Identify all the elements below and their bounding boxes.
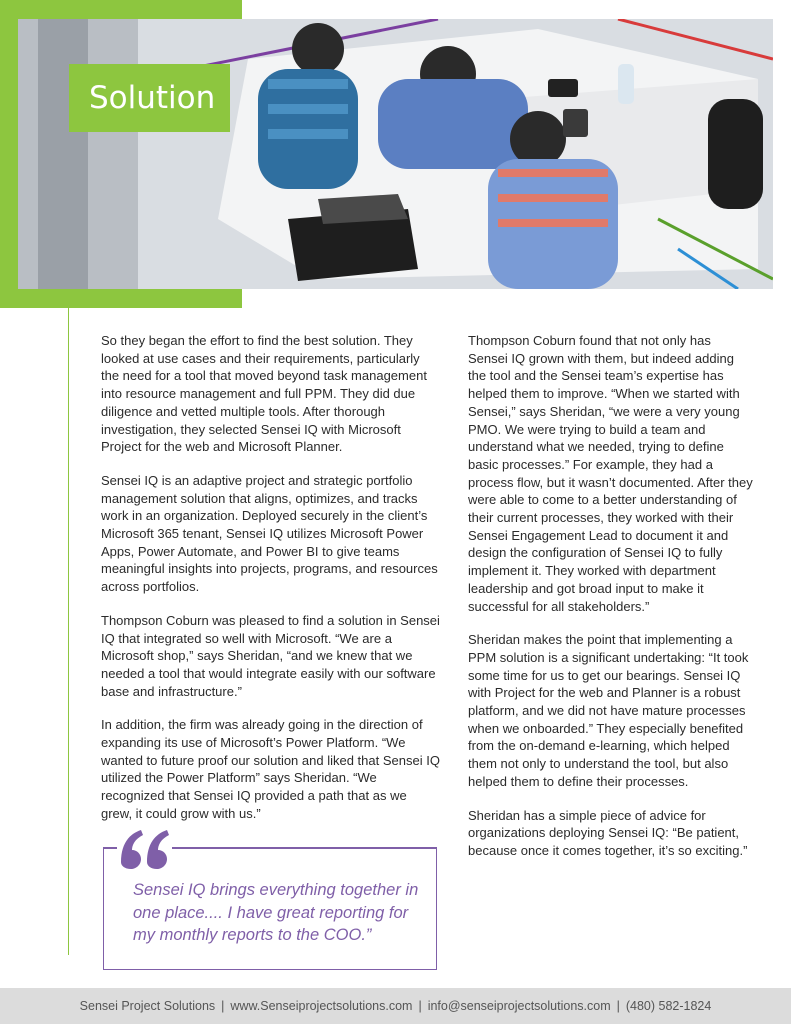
green-edge-strip xyxy=(0,0,18,308)
left-paragraph-4: In addition, the firm was already going in the direction of expanding its use of Microsoft’s Power Platform. “We wanted to future proof our solution and liked that Sensei IQ utilized the Power Platform” says Sheridan. “We recognized that Sensei IQ provided a path that as we grew, it could grow with us.” xyxy=(101,717,440,821)
left-paragraph-3: Thompson Coburn was pleased to find a solution in Sensei IQ that integrated so well with Microsoft. “We are a Microsoft shop,” says Sheridan, “and we knew that we needed a tool that would integrate easily with our software base and infrastructure.” xyxy=(101,612,440,699)
footer-website[interactable]: www.Senseiprojectsolutions.com xyxy=(230,999,413,1013)
left-paragraph-2: Sensei IQ is an adaptive project and strategic portfolio management solution that aligns, optimizes, and tracks work in an organization. Deployed securely in the client’s Microsoft 365 tenant, Sensei IQ utilizes Microsoft Power Apps, Power Automate, and Power BI to give teams meaningful insights into projects, programs, and resources across portfolios. xyxy=(101,472,438,595)
pull-quote-border-left xyxy=(103,847,117,849)
right-paragraph-2: Sheridan makes the point that implementing a PPM solution is a significant undertaking: “It took some time for us to get our bearings. Sensei IQ with Project for the web and Planner is a robust platform, and we did not have mature processes when we onboarded.” They especially benefited from the on-demand e-learning, which helped them not only to understand the tool, but also helped them to define their processes. xyxy=(468,632,749,789)
section-title-box xyxy=(69,64,230,132)
pull-quote-text: Sensei IQ brings everything together in one place.... I have great reporting for my monthly reports to the COO.” xyxy=(133,881,419,944)
footer-separator: | xyxy=(616,999,620,1013)
right-paragraph-1: Thompson Coburn found that not only has Sensei IQ grown with them, but indeed adding the tool and the Sensei team’s expertise has helped them to improve. “When we started with Sensei,” says Sheridan, “we were a very young PMO. We were trying to build a team and understand what we needed, trying to define basic processes.” For example, they had a process flow, but it wasn’t documented. After they were able to come to a better understanding of their current processes, they worked with their Sensei Engagement Lead to document it and design the configuration of Sensei IQ to fully implement it. They worked with department leadership and got broad input to make it successful for all stakeholders.” xyxy=(468,333,753,614)
footer-company: Sensei Project Solutions xyxy=(79,999,216,1013)
left-column xyxy=(101,332,441,839)
hero-photo xyxy=(18,19,773,289)
right-paragraph-3: Sheridan has a simple piece of advice for organizations deploying Sensei IQ: “Be patient, because once it comes together, it’s so exciting.” xyxy=(468,807,748,858)
quote-mark-icon xyxy=(117,818,172,878)
hero-photo-illustration xyxy=(18,19,773,289)
footer-email[interactable]: info@senseiprojectsolutions.com xyxy=(427,999,611,1013)
left-paragraph-1: So they began the effort to find the best solution. They looked at use cases and their requirements, particularly the need for a tool that moved beyond task management into resource management and full PPM. They did due diligence and vetted multiple tools. After thorough investigation, they selected Sensei IQ with Microsoft Project for the web and Microsoft Planner. xyxy=(101,333,427,455)
left-divider-line xyxy=(68,300,69,955)
right-column xyxy=(468,332,753,876)
footer-separator: | xyxy=(418,999,422,1013)
section-title: Solution xyxy=(89,80,216,116)
footer xyxy=(0,988,791,1024)
pull-quote-border-right xyxy=(172,847,437,849)
footer-phone: (480) 582-1824 xyxy=(625,999,712,1013)
footer-separator: | xyxy=(221,999,225,1013)
